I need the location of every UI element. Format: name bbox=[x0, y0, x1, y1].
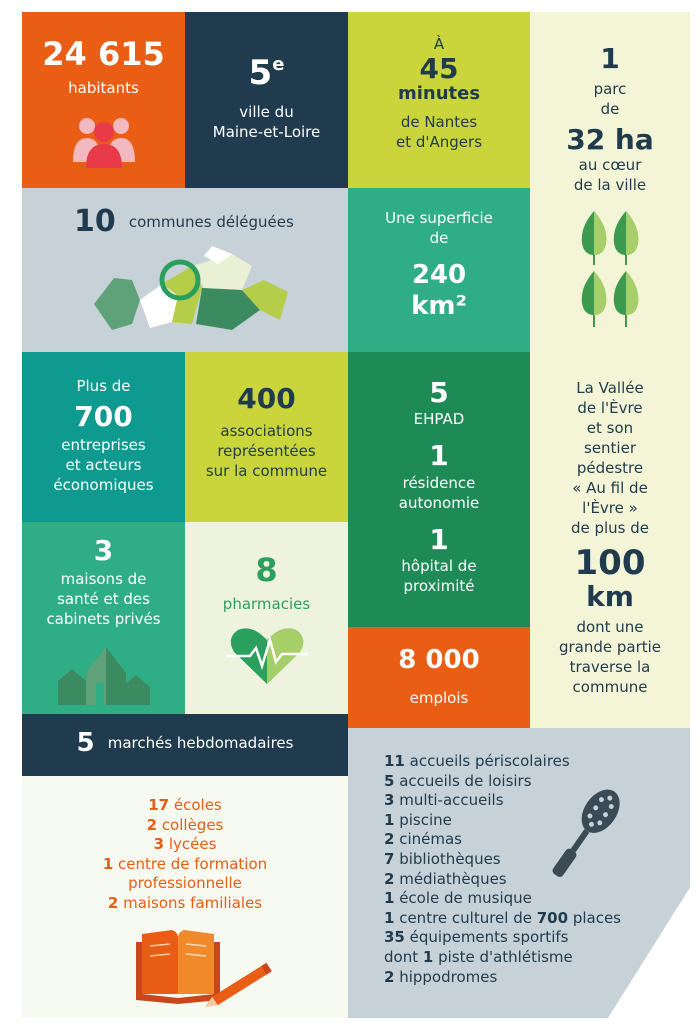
park-size: 32 ha bbox=[566, 123, 654, 157]
markets-tile bbox=[22, 714, 348, 776]
associations-label-1: associations bbox=[220, 422, 313, 441]
companies-label-3: économiques bbox=[53, 476, 154, 495]
valley-line: pédestre bbox=[576, 459, 644, 477]
jobs-label: emplois bbox=[409, 689, 469, 708]
communes-tile bbox=[22, 188, 348, 352]
valley-line: « Au fil de bbox=[572, 479, 648, 497]
park-tile bbox=[530, 12, 690, 352]
population-value: 24 615 bbox=[42, 35, 165, 73]
rank-value: 5e bbox=[248, 53, 285, 93]
ehpad-tile bbox=[348, 352, 530, 627]
map-icon bbox=[92, 244, 292, 339]
rank-label-2: Maine-et-Loire bbox=[212, 122, 321, 141]
trees-icon bbox=[578, 209, 642, 329]
facility-item: 11 accueils périscolaires bbox=[384, 752, 570, 770]
valley-line-2: commune bbox=[572, 678, 648, 697]
park-value: 1 bbox=[600, 42, 620, 75]
facility-item: 1 piscine bbox=[384, 810, 452, 829]
facility-item: 3 multi-accueils bbox=[384, 791, 504, 810]
population-tile bbox=[22, 12, 185, 188]
valley-line: et son bbox=[586, 419, 634, 437]
markets-value: 5 bbox=[76, 728, 95, 758]
pharmacies-label: pharmacies bbox=[222, 594, 311, 613]
schools-tile bbox=[22, 776, 348, 1018]
health-homes-value: 3 bbox=[93, 534, 114, 567]
associations-value: 400 bbox=[237, 382, 296, 415]
ehpad-label-1: EHPAD bbox=[413, 410, 465, 429]
valley-line-2: traverse la bbox=[569, 658, 651, 677]
ehpad-label-2: résidence bbox=[402, 473, 476, 492]
valley-line: de plus de bbox=[570, 519, 650, 537]
valley-tile bbox=[530, 352, 690, 728]
school-item: 17 écoles bbox=[148, 796, 222, 814]
population-label: habitants bbox=[68, 78, 139, 97]
book-pencil-icon bbox=[132, 928, 282, 1008]
health-homes-label-1: maisons de bbox=[60, 570, 147, 589]
heart-icon bbox=[226, 626, 308, 686]
companies-prefix: Plus de bbox=[76, 377, 131, 395]
pharmacies-value: 8 bbox=[255, 551, 278, 589]
racket-icon bbox=[544, 780, 624, 890]
valley-line: de l'Èvre bbox=[577, 399, 643, 417]
markets-label: marchés hebdomadaires bbox=[107, 734, 294, 752]
communes-label: communes déléguées bbox=[128, 212, 294, 231]
rank-tile bbox=[185, 12, 348, 188]
facility-item: 2 hippodromes bbox=[384, 967, 498, 986]
communes-heading bbox=[74, 204, 294, 239]
schools-list bbox=[22, 796, 348, 914]
distance-label-2: et d'Angers bbox=[395, 133, 483, 152]
facility-item: 1 école de musique bbox=[384, 889, 532, 908]
facility-item: 1 centre culturel de 700 places bbox=[384, 908, 621, 927]
valley-line: sentier bbox=[584, 439, 636, 457]
associations-label-2: représentées bbox=[217, 442, 316, 461]
ehpad-label-4: hôpital de bbox=[401, 557, 477, 576]
valley-text bbox=[530, 378, 690, 538]
school-item: 1 centre de formation bbox=[102, 854, 268, 873]
school-item: professionnelle bbox=[128, 874, 242, 893]
companies-label-2: et acteurs bbox=[65, 456, 142, 475]
facility-item: 7 bibliothèques bbox=[384, 849, 501, 868]
valley-value-1: 100 bbox=[574, 543, 646, 583]
associations-label-3: sur la commune bbox=[205, 462, 328, 481]
ehpad-label-5: proximité bbox=[403, 577, 475, 596]
distance-prefix: À bbox=[433, 35, 445, 53]
facility-item: 5 accueils de loisirs bbox=[384, 771, 532, 790]
distance-label-1: de Nantes bbox=[400, 113, 478, 132]
school-item: 2 collèges bbox=[146, 815, 224, 834]
area-label-2: de bbox=[429, 229, 449, 247]
valley-line: l'Èvre » bbox=[582, 499, 638, 517]
distance-tile bbox=[348, 12, 530, 188]
health-homes-tile bbox=[22, 522, 185, 714]
distance-value-2: minutes bbox=[397, 83, 481, 105]
houses-icon bbox=[56, 643, 152, 707]
area-label-1: Une superficie bbox=[385, 209, 493, 227]
ehpad-label-3: autonomie bbox=[398, 493, 480, 512]
ehpad-value-1: 5 bbox=[429, 376, 449, 409]
valley-line-2: grande partie bbox=[558, 638, 662, 657]
valley-line-2: dont une bbox=[576, 618, 644, 637]
facility-item: 35 équipements sportifs bbox=[384, 928, 569, 947]
area-tile bbox=[348, 188, 530, 352]
associations-tile bbox=[185, 352, 348, 522]
pharmacies-tile bbox=[185, 522, 348, 714]
rank-label-1: ville du bbox=[239, 102, 294, 121]
area-value-2: km² bbox=[411, 291, 467, 322]
distance-value-1: 45 bbox=[419, 52, 459, 85]
people-icon bbox=[69, 112, 139, 168]
valley-text-2 bbox=[530, 617, 690, 697]
school-item: 3 lycées bbox=[153, 835, 217, 854]
companies-value: 700 bbox=[74, 400, 133, 433]
park-label-3: au cœur bbox=[578, 155, 642, 174]
area-value-1: 240 bbox=[411, 260, 467, 290]
park-label-1: parc bbox=[593, 80, 627, 99]
rank-sup: e bbox=[272, 54, 285, 75]
communes-value: 10 bbox=[74, 204, 116, 239]
valley-line: La Vallée bbox=[576, 379, 644, 397]
ehpad-value-3: 1 bbox=[429, 522, 449, 556]
ehpad-value-2: 1 bbox=[429, 439, 449, 473]
valley-value-2: km bbox=[586, 579, 634, 613]
facilities-tile bbox=[348, 728, 690, 1018]
jobs-tile bbox=[348, 627, 530, 728]
park-label-2: de bbox=[600, 100, 620, 119]
facility-item: dont 1 piste d'athlétisme bbox=[384, 947, 573, 966]
facility-item: 2 médiathèques bbox=[384, 869, 507, 888]
companies-label-1: entreprises bbox=[61, 436, 146, 455]
health-homes-label-3: cabinets privés bbox=[46, 610, 161, 629]
facility-item: 2 cinémas bbox=[384, 830, 462, 849]
markets-heading bbox=[22, 728, 348, 758]
jobs-value: 8 000 bbox=[398, 645, 480, 675]
school-item: 2 maisons familiales bbox=[107, 893, 263, 912]
companies-tile bbox=[22, 352, 185, 522]
health-homes-label-2: santé et des bbox=[57, 590, 150, 609]
park-label-4: de la ville bbox=[573, 175, 647, 194]
